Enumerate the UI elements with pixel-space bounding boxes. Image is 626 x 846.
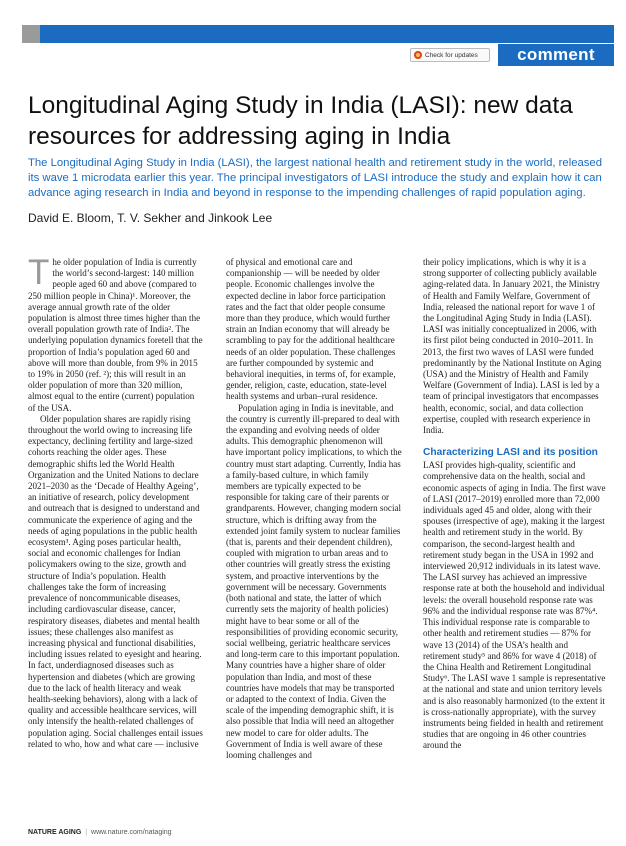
- body-paragraph: Older population shares are rapidly rising throughout the world owing to increasing life expectancy, declining fertility and large-sized cohorts reaching the older ages. These demographic shifts led the World Health Organization and the United Nations to declare 2021–2030 as the ‘Decade of Healthy Ageing’, an initiative of research, policy development and outreach that is designed to understand and communicate the experience of aging and the needs of aging populations in the public health ecosystem³. Aging poses particular health, social and economic challenges for Indian policymakers owing to the size, growth and structure of India’s population. Health challenges take the form of increasing prevalence of noncommunicable diseases, including cardiovascular disease, cancer, respiratory diseases, diabetes and mental health issues; these challenges also manifest as increasing physical and functional disabilities, including issues related to eyesight and hearing. In fact, underdiagnosed diseases such as hypertension and diabetes (which are growing due to the lack of health literacy and weak health-seeking behaviors), along with a lack of quality and accessible healthcare services, will only intensify the health-related challenges of population aging. Social challenges entail issues related to who, how and what care — inclusive: [28, 413, 203, 749]
- journal-name: NATURE AGING: [28, 829, 82, 836]
- body-paragraph: Population aging in India is inevitable, and the country is currently ill-prepared to deal with the expanding and evolving needs of older adults. This demographic phenomenon will have important policy implications, to which the country must start adapting. Currently, India has a family-based culture, in which family members are typically expected to be responsible for taking care of their parents or grandparents. However, changing modern social structure, which is drifting away from the extended joint family system to nuclear families (that is, parents and their dependent children), coupled with migration to urban areas and to other countries will greatly stress the existing system, and proactive interventions by the government will be necessary. Governments (both national and state, the latter of which currently sets the majority of health policies) might have to bear some or all of the responsibilities of providing economic security, social wellbeing, geriatric healthcare services and long-term care to this important population. Many countries have a higher share of older population than India, and most of these countries have models that may be transported or adapted to the context of India. Given the scale of the impending demographic shift, it is also possible that India will need an altogether new model to care for older adults. The Government of India is well aware of these looming challenges and: [226, 402, 402, 760]
- check-for-updates-button[interactable]: [410, 48, 490, 62]
- body-column-2: [226, 257, 402, 823]
- crossmark-icon: [414, 51, 422, 59]
- footer-separator: |: [85, 829, 88, 836]
- article-authors: David E. Bloom, T. V. Sekher and Jinkook Lee: [28, 211, 273, 225]
- journal-url[interactable]: www.nature.com/nataging: [91, 829, 172, 836]
- drop-cap: T: [28, 257, 50, 292]
- section-label: comment: [498, 44, 614, 66]
- body-column-3: [423, 257, 607, 823]
- paragraph-text: he older population of India is currently the world’s second-largest: 140 million people aged 60 and above (compared to 250 million people in China)¹. Moreover, the average annual growth rate of the older population is almost three times higher than the overall population growth rate of India². The underlying population dynamics foretell that the proportion of India’s population aged 60 and above will more than double, from 9% in 2015 to 19% in 2050 (ref. ²); this will result in an older population of more than 320 million, almost equal to the entire (current) population of the USA.: [28, 257, 203, 413]
- article-standfirst: The Longitudinal Aging Study in India (LASI), the largest national health and retirement study in the world, released its wave 1 microdata earlier this year. The principal investigators of LASI introduce the study and explain how it can advance aging research in India and beyond in response to the impending challenges of rapid population aging.: [28, 157, 602, 199]
- body-paragraph: their policy implications, which is why it is a strong supporter of collecting publicly available aging-related data. In January 2021, the Ministry of Health and Family Welfare, Government of India, released the national report for wave 1 of the Longitudinal Aging Study in India (LASI). LASI was initially conceptualized in 2006, with its first pilot being conducted in 2010–2011. In 2013, the first two waves of LASI were funded predominantly by the National Institute on Aging (USA) and the Ministry of Health and Family Welfare (Government of India). LASI is led by a team of principal investigators that encompasses health, economic, social, and data collection expertise, coupled with research experience in India.: [423, 257, 602, 436]
- section-subhead: Characterizing LASI and its position: [423, 447, 598, 459]
- body-paragraph: of physical and emotional care and companionship — will be needed by older people. Economic challenges involve the expected decline in labor force participation rates and the fact that older people consume more than they produce, which would further strain an Indian economy that will already be scrambling to pay for the additional healthcare needs of an older population. These challenges are further compounded by systemic and behavioral inequities, in terms of, for example, gender, religion, caste, education, state-level health systems and urban–rural residence.: [226, 257, 396, 402]
- body-paragraph: [28, 257, 204, 414]
- article-title: Longitudinal Aging Study in India (LASI): new data resources for addressing aging in India: [28, 92, 573, 150]
- body-column-1: [28, 257, 204, 823]
- body-paragraph: LASI provides high-quality, scientific and comprehensive data on the health, social and economic aspects of aging in India. The first wave of LASI (2017–2019) enrolled more than 72,000 individuals aged 45 and older, along with their spouses (irrespective of age), making it the largest health and retirement study in the world. By comparison, the second-largest health and retirement study began in the USA in 1992 and interviewed 20,912 individuals in its latest wave. The LASI survey has achieved an impressive response rate at both the household and individual levels: the overall household response rate was 96% and the individual response rate was 87%⁴. This individual response rate is comparable to other health and retirement studies — 87% for wave 13 (2014) of the USA’s health and retirement study⁵ and 86% for wave 4 (2018) of the China Health and Retirement Longitudinal Study⁶. The LASI wave 1 sample is representative at the national and state and union territory levels and is also reasonably harmonized (to the extent it is cross-nationally appropriate), with the survey instruments being fielded in health and retirement studies that are ongoing in 46 other countries around the: [423, 460, 606, 751]
- page-footer: [28, 829, 172, 836]
- check-for-updates-label: Check for updates: [425, 51, 478, 59]
- header-blue-band: [40, 25, 614, 43]
- header-grey-block: [22, 25, 40, 43]
